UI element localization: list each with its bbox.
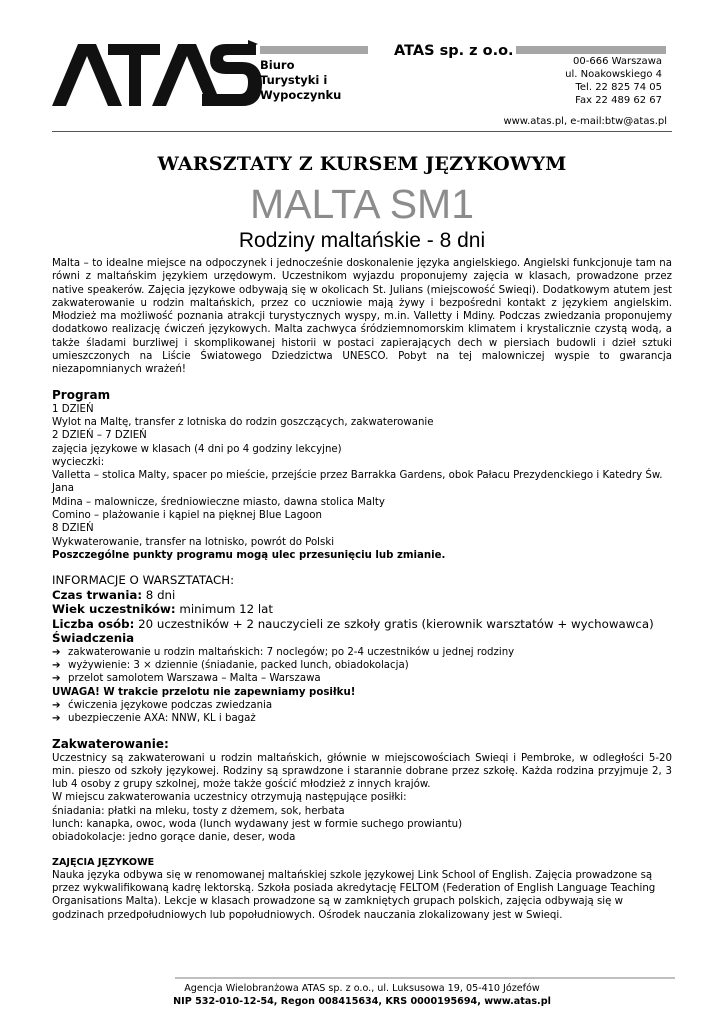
arrow-right-icon: ➔ (52, 713, 61, 725)
arrow-right-icon: ➔ (52, 660, 61, 672)
program-line: 2 DZIEŃ – 7 DZIEŃ (52, 430, 147, 442)
program-line: Wylot na Maltę, transfer z lotniska do rodzin goszczących, zakwaterowanie (52, 416, 434, 428)
atas-logo (52, 40, 262, 108)
flight-warning: UWAGA! W trakcie przelotu nie zapewniamy posiłku! (52, 686, 356, 698)
service-item: ➔ zakwaterowanie u rodzin maltańskich: 7 noclegów; po 2-4 uczestników u jednej rodziny (52, 646, 515, 658)
header-divider (52, 131, 672, 132)
program-line: Comino – plażowanie i kąpiel na pięknej Blue Lagoon (52, 510, 322, 522)
footer-address: Agencja Wielobranżowa ATAS sp. z o.o., ul. Luksusowa 19, 05-410 Józefów (184, 983, 540, 994)
logo-letter-t-stem (129, 44, 141, 106)
service-item: ➔ wyżywienie: 3 × dziennie (śniadanie, packed lunch, obiadokolacja) (52, 660, 409, 672)
program-line: 8 DZIEŃ (52, 523, 94, 535)
footer-registration: NIP 532-010-12-54, Regon 008415634, KRS 0000195694, www.atas.pl (173, 996, 551, 1007)
program-line: Mdina – malownicze, średniowieczne miasto, dawna stolica Malty (52, 496, 385, 508)
meal-line: W miejscu zakwaterowania uczestnicy otrzymują następujące posiłki: (52, 792, 407, 804)
service-item: ➔ ćwiczenia językowe podczas zwiedzania (52, 699, 273, 711)
document-title: WARSZTATY Z KURSEM JĘZYKOWYM (157, 153, 567, 175)
footer-divider (175, 977, 675, 979)
header-gray-bar-left (260, 46, 368, 54)
program-line: Wykwaterowanie, transfer na lotnisko, powrót do Polski (52, 536, 335, 548)
accommodation-heading: Zakwaterowanie: (52, 736, 169, 751)
company-address: 00-666 Warszawa ul. Noakowskiego 4 Tel. 22 825 74 05 Fax 22 489 62 67 (565, 56, 662, 106)
logo-letter-s (202, 44, 262, 106)
info-duration: Czas trwania: 8 dni (52, 587, 176, 602)
program-line: zajęcia językowe w klasach (4 dni po 4 godziny lekcyjne) (52, 443, 342, 455)
intro-paragraph: Malta – to idealne miejsce na odpoczynek i jednocześnie doskonalenie języka angielskiego. Angielski funkcjonuje tam na równi z maltańskim językiem urzędowym. Uczestnikom wyjazdu proponujemy zajęcia w klasach, prowadzone przez native speakerów. Zajęcia językowe odbywają się w okolicach St. Julians (miejscowość Swieqi). Dodatkowym atutem jest zakwaterowanie u rodzin maltańskich, przez co uczniowie mają żywy i bezpośredni kontakt z językiem angielskim. Młodzież ma możliwość poznania atrakcji turystycznych wyspy, m.in. Valletty i Mdiny. Podczas zwiedzania proponujemy dodatkowo realizację ćwiczeń językowych. Malta zachwyca śródziemnomorskim klimatem i krystalicznie czystą wodą, a także śladami burzliwej i skomplikowanej historii w postaci zapierających dech w piersiach budowli i dzieł sztuki umieszczonych na Liście Światowego Dziedzictwa UNESCO. Pobyt na tej malowniczej wyspie to gwarancja niezapomnianych wrażeń! (52, 258, 672, 376)
info-people: Liczba osób: 20 uczestników + 2 nauczycieli ze szkoły gratis (kierownik warsztatów + wychowawca) (52, 616, 654, 631)
arrow-right-icon: ➔ (52, 673, 61, 685)
arrow-right-icon: ➔ (52, 699, 61, 711)
header-gray-bar-right (516, 46, 666, 54)
program-line: 1 DZIEŃ (52, 403, 94, 415)
program-line: wycieczki: (52, 456, 105, 468)
trip-subtitle: Rodziny maltańskie - 8 dni (238, 229, 486, 252)
classes-text: Nauka języka odbywa się w renomowanej maltańskiej szkole językowej Link School of English. Zajęcia prowadzone są przez wykwalifikowaną kadrę lektorską. Szkoła posiada akredytację FELTOM (Federation of English Language Teaching Organisations Malta). Lekcje w klasach prowadzone są w zamkniętych grupach polskich, zajęcia odbywają się w godzinach przedpołudniowych lub popołudniowych. Ośrodek nauczania zlokalizowany jest w Swieqi. (52, 869, 656, 921)
info-age: Wiek uczestników: minimum 12 lat (52, 602, 274, 617)
website-email[interactable]: www.atas.pl, e-mail:btw@atas.pl (503, 116, 667, 127)
trip-name: MALTA SM1 (249, 181, 475, 227)
program-heading: Program (52, 387, 111, 402)
meal-line: lunch: kanapka, owoc, woda (lunch wydawany jest w formie suchego prowiantu) (52, 819, 463, 830)
service-item: ➔ przelot samolotem Warszawa – Malta – Warszawa (52, 673, 321, 685)
company-name: ATAS sp. z o.o. (394, 43, 514, 59)
program-note: Poszczególne punkty programu mogą ulec przesunięciu lub zmianie. (52, 549, 446, 561)
agency-name: Biuro Turystyki i Wypoczynku (260, 58, 342, 102)
meal-line: obiadokolacje: jedno gorące danie, deser, woda (52, 832, 296, 844)
program-line: Valletta – stolica Malty, spacer po mieście, przejście przez Barrakka Gardens, obok Pałacu Prezydenckiego i Katedry Św. Jana (52, 470, 663, 495)
info-heading: INFORMACJE O WARSZTATACH: (52, 573, 235, 588)
meal-line: śniadania: płatki na mleku, tosty z dżemem, sok, herbata (52, 805, 345, 817)
document-body (52, 257, 672, 922)
services-heading: Świadczenia (52, 631, 135, 646)
accommodation-text: Uczestnicy są zakwaterowani u rodzin maltańskich, głównie w miejscowościach Swieqi i Pembroke, w odległości 5-20 min. pieszo od szkoły językowej. Rodziny są sprawdzone i starannie dobrane przez szkołę. Każda rodzina przyjmuje 2, 3 lub 4 osoby z grupy szkolnej, może także gościć młodzież z innych krajów. (52, 752, 672, 791)
service-item: ➔ ubezpieczenie AXA: NNW, KL i bagaż (52, 713, 256, 725)
classes-heading: ZAJĘCIA JĘZYKOWE (52, 856, 155, 868)
arrow-right-icon: ➔ (52, 646, 61, 658)
